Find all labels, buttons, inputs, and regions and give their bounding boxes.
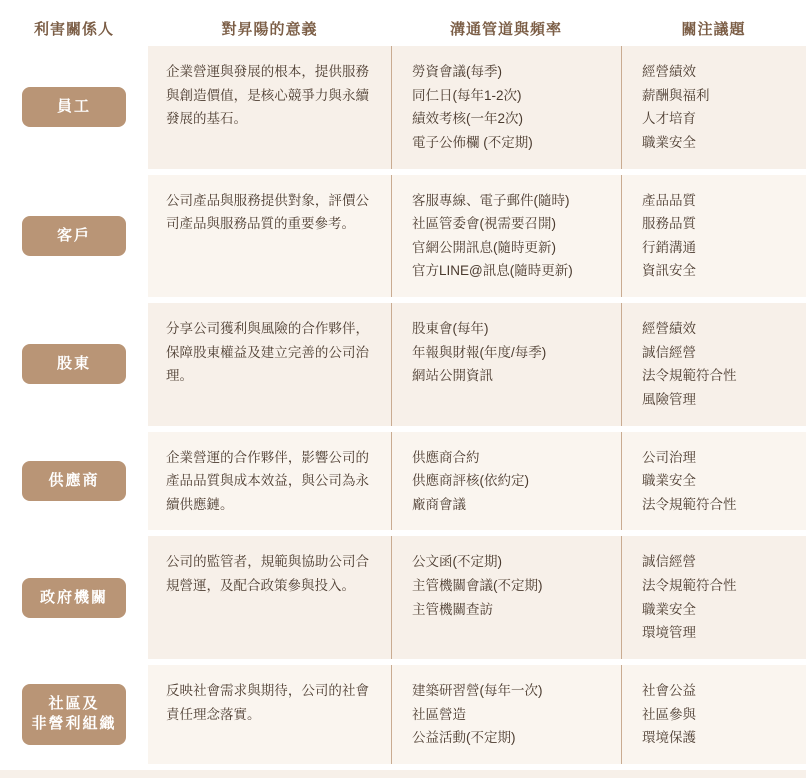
stakeholder-pill: 供應商 bbox=[22, 461, 126, 501]
stakeholder-pill: 政府機關 bbox=[22, 578, 126, 618]
stakeholder-pill: 股東 bbox=[22, 344, 126, 384]
channel-cell bbox=[391, 175, 621, 298]
stakeholder-pill: 員工 bbox=[22, 87, 126, 127]
channel-item: 社區管委會(視需要召開) bbox=[412, 216, 556, 232]
stakeholder-cell bbox=[0, 303, 148, 426]
footer-strip bbox=[0, 770, 806, 778]
meaning-cell bbox=[148, 303, 391, 426]
topics-cell bbox=[621, 175, 806, 298]
topic-item: 人才培育 bbox=[642, 111, 696, 127]
topic-item: 法令規範符合性 bbox=[642, 578, 737, 593]
channel-item: 主管機關會議(不定期) bbox=[412, 578, 543, 593]
channel-item: 供應商合約 bbox=[412, 449, 480, 465]
table-header-row bbox=[0, 0, 806, 46]
topics-cell bbox=[621, 303, 806, 426]
table-row bbox=[0, 665, 806, 764]
channel-item: 主管機關查訪 bbox=[412, 601, 493, 617]
stakeholder-cell bbox=[0, 536, 148, 659]
topic-item: 產品品質 bbox=[642, 192, 696, 208]
topic-item: 風險管理 bbox=[642, 391, 696, 407]
channel-item: 社區營造 bbox=[412, 706, 466, 722]
channel-item: 績效考核(一年2次) bbox=[412, 111, 523, 127]
topic-item: 誠信經營 bbox=[642, 554, 696, 570]
header-topics: 關注議題 bbox=[681, 20, 746, 38]
topic-item: 公司治理 bbox=[642, 449, 696, 465]
topic-item: 經營績效 bbox=[642, 64, 696, 79]
table-row bbox=[0, 303, 806, 426]
table-row bbox=[0, 175, 806, 298]
channel-item: 公益活動(不定期) bbox=[412, 730, 516, 746]
channel-item: 年報與財報(年度/每季) bbox=[412, 344, 547, 360]
topic-item: 環境保護 bbox=[642, 730, 696, 746]
meaning-text: 企業營運的合作夥伴，影響公司的產品品質與成本效益，與公司為永續供應鏈。 bbox=[166, 449, 369, 512]
table-row bbox=[0, 536, 806, 659]
channel-cell bbox=[391, 432, 621, 531]
channel-item: 建築研習營(每年一次) bbox=[412, 682, 543, 698]
meaning-cell bbox=[148, 175, 391, 298]
channel-cell bbox=[391, 303, 621, 426]
topic-item: 社會公益 bbox=[642, 682, 696, 698]
meaning-text: 公司產品與服務提供對象，評價公司產品與服務品質的重要參考。 bbox=[166, 192, 369, 232]
table-row bbox=[0, 46, 806, 169]
topic-item: 職業安全 bbox=[642, 473, 696, 489]
meaning-cell bbox=[148, 46, 391, 169]
channel-item: 客服專線、電子郵件(隨時) bbox=[412, 192, 570, 208]
topics-cell bbox=[621, 46, 806, 169]
channel-cell bbox=[391, 536, 621, 659]
channel-item: 勞資會議(每季) bbox=[412, 64, 502, 79]
topic-item: 職業安全 bbox=[642, 601, 696, 617]
stakeholder-cell bbox=[0, 432, 148, 531]
channel-item: 官網公開訊息(隨時更新) bbox=[412, 239, 556, 255]
meaning-text: 反映社會需求與期待，公司的社會責任理念落實。 bbox=[166, 682, 369, 722]
header-meaning: 對昇陽的意義 bbox=[221, 20, 318, 38]
stakeholder-pill: 社區及 非營利組織 bbox=[22, 684, 126, 745]
topic-item: 職業安全 bbox=[642, 134, 696, 150]
meaning-text: 公司的監管者，規範與協助公司合規營運，及配合政策參與投入。 bbox=[166, 554, 369, 593]
topics-cell bbox=[621, 665, 806, 764]
channel-item: 電子公佈欄 (不定期) bbox=[412, 134, 533, 150]
topic-item: 薪酬與福利 bbox=[642, 87, 710, 103]
topic-item: 社區參與 bbox=[642, 706, 696, 722]
topics-cell bbox=[621, 536, 806, 659]
header-channel: 溝通管道與頻率 bbox=[449, 20, 562, 38]
topic-item: 行銷溝通 bbox=[642, 239, 696, 255]
channel-item: 公文函(不定期) bbox=[412, 554, 502, 570]
channel-item: 同仁日(每年1-2次) bbox=[412, 87, 522, 103]
meaning-text: 分享公司獲利與風險的合作夥伴，保障股東權益及建立完善的公司治理。 bbox=[166, 321, 369, 384]
table-row bbox=[0, 432, 806, 531]
topic-item: 服務品質 bbox=[642, 216, 696, 232]
topic-item: 經營績效 bbox=[642, 321, 696, 336]
stakeholder-cell bbox=[0, 46, 148, 169]
stakeholder-pill: 客戶 bbox=[22, 216, 126, 256]
topic-item: 法令規範符合性 bbox=[642, 368, 737, 384]
channel-item: 官方LINE@訊息(隨時更新) bbox=[412, 263, 573, 279]
channel-cell bbox=[391, 665, 621, 764]
stakeholder-cell bbox=[0, 665, 148, 764]
channel-item: 供應商評核(依約定) bbox=[412, 473, 529, 489]
topics-cell bbox=[621, 432, 806, 531]
topic-item: 法令規範符合性 bbox=[642, 496, 737, 512]
channel-cell bbox=[391, 46, 621, 169]
channel-item: 網站公開資訊 bbox=[412, 368, 493, 384]
meaning-cell bbox=[148, 432, 391, 531]
topic-item: 資訊安全 bbox=[642, 263, 696, 279]
meaning-cell bbox=[148, 665, 391, 764]
table-body bbox=[0, 46, 806, 770]
stakeholder-cell bbox=[0, 175, 148, 298]
topic-item: 環境管理 bbox=[642, 625, 696, 641]
header-party: 利害關係人 bbox=[33, 20, 114, 38]
meaning-cell bbox=[148, 536, 391, 659]
channel-item: 廠商會議 bbox=[412, 496, 466, 512]
channel-item: 股東會(每年) bbox=[412, 321, 489, 336]
meaning-text: 企業營運與發展的根本，提供服務與創造價值，是核心競爭力與永續發展的基石。 bbox=[166, 64, 369, 127]
topic-item: 誠信經營 bbox=[642, 344, 696, 360]
